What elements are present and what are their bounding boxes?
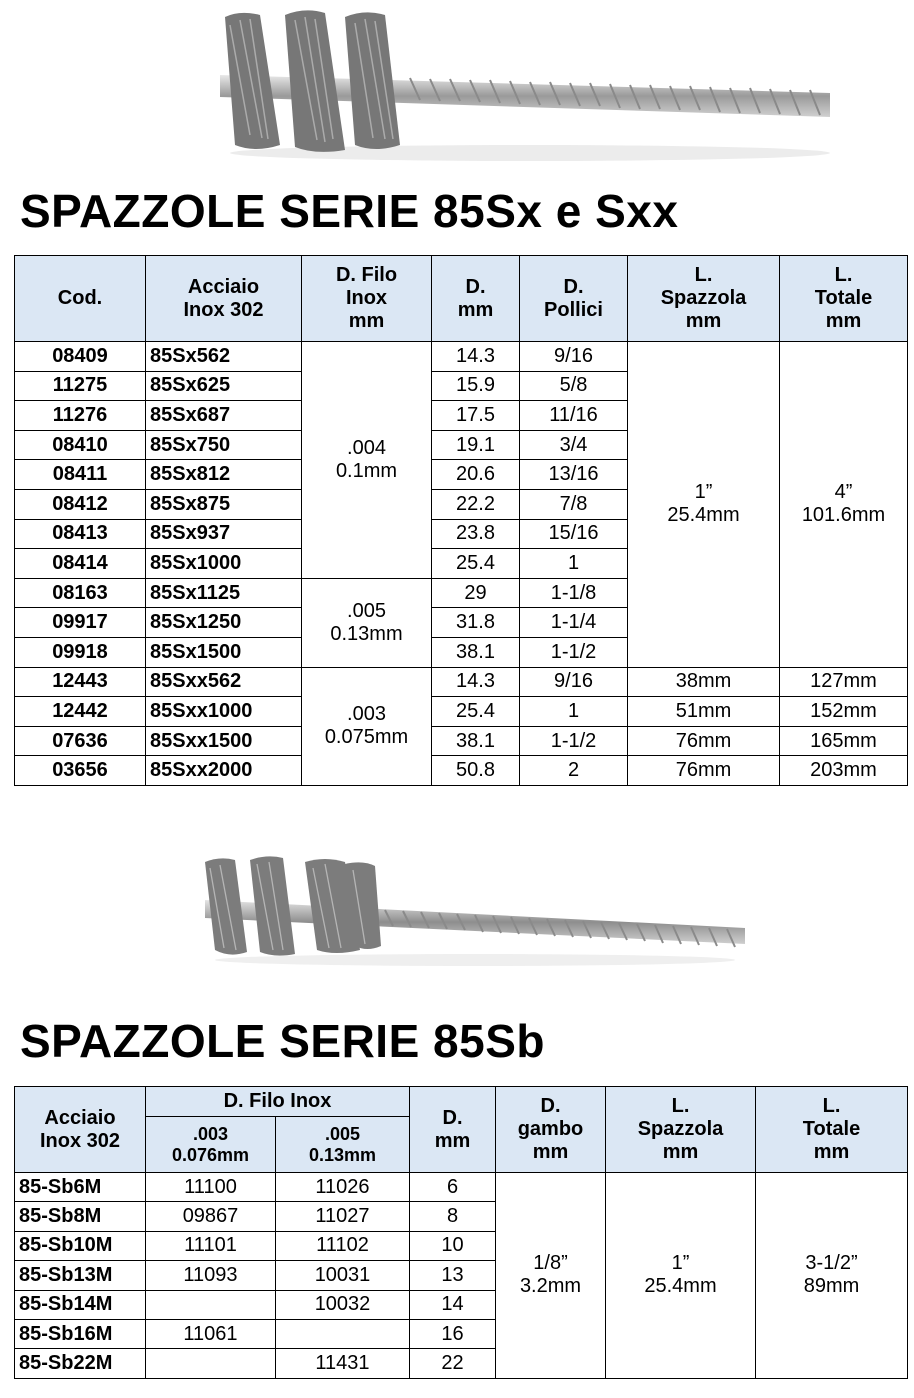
table-row: 08412 85Sx875 22.2 7/8 (15, 489, 908, 519)
table-row: 85-Sb16M 11061 16 (15, 1319, 908, 1348)
table-row: 12443 85Sxx562 .003 0.075mm 14.3 9/16 38mm 127mm (15, 667, 908, 697)
header-filo-005: .005 0.13mm (276, 1117, 410, 1173)
section1-title: SPAZZOLE SERIE 85Sx e Sxx (20, 185, 679, 237)
header-spazzola: L. Spazzola mm (606, 1087, 756, 1173)
filo-group-004: .004 0.1mm (302, 342, 432, 579)
table-row: 07636 85Sxx1500 38.1 1-1/2 76mm 165mm (15, 726, 908, 756)
header-acciaio: Acciaio Inox 302 (146, 256, 302, 342)
table-row: 09918 85Sx1500 38.1 1-1/2 (15, 637, 908, 667)
table-row: 08411 85Sx812 20.6 13/16 (15, 460, 908, 490)
brush-photo-85sb (185, 850, 755, 970)
header-totale: L. Totale mm (756, 1087, 908, 1173)
totale-group: 4” 101.6mm (780, 342, 908, 668)
header-pollici: D. Pollici (520, 256, 628, 342)
table-row: 08409 85Sx562 .004 0.1mm 14.3 9/16 1” 25.4mm 4” 101.6mm (15, 342, 908, 372)
filo-group-003: .003 0.075mm (302, 667, 432, 785)
spazzola-group: 1” 25.4mm (606, 1173, 756, 1379)
filo-group-005: .005 0.13mm (302, 578, 432, 667)
table-row: 08163 85Sx1125 .005 0.13mm 29 1-1/8 (15, 578, 908, 608)
table-row: 85-Sb14M 10032 14 (15, 1290, 908, 1319)
totale-group: 3-1/2” 89mm (756, 1173, 908, 1379)
table-row: 85-Sb6M 11100 11026 6 1/8” 3.2mm 1” 25.4mm 3-1/2” 89mm (15, 1173, 908, 1202)
header-spazzola: L. Spazzola mm (628, 256, 780, 342)
brush-photo-85sx (200, 5, 850, 165)
header-totale: L. Totale mm (780, 256, 908, 342)
table-row: 11276 85Sx687 17.5 11/16 (15, 401, 908, 431)
table-row: 12442 85Sxx1000 25.4 1 51mm 152mm (15, 697, 908, 727)
table-row: 11275 85Sx625 15.9 5/8 (15, 371, 908, 401)
table-row: 08414 85Sx1000 25.4 1 (15, 549, 908, 579)
gambo-group: 1/8” 3.2mm (496, 1173, 606, 1379)
table-row: 09917 85Sx1250 31.8 1-1/4 (15, 608, 908, 638)
header-cod: Cod. (15, 256, 146, 342)
table-row: 08410 85Sx750 19.1 3/4 (15, 430, 908, 460)
table-row: 08413 85Sx937 23.8 15/16 (15, 519, 908, 549)
table-row: 85-Sb13M 11093 10031 13 (15, 1261, 908, 1290)
table-row: 03656 85Sxx2000 50.8 2 76mm 203mm (15, 756, 908, 786)
table-row: 85-Sb8M 09867 11027 8 (15, 1202, 908, 1231)
table-row: 85-Sb22M 11431 22 (15, 1349, 908, 1378)
header-gambo: D. gambo mm (496, 1087, 606, 1173)
table-row: 85-Sb10M 11101 11102 10 (15, 1231, 908, 1260)
table-85sb (14, 1086, 908, 1379)
header-filo: D. Filo Inox (146, 1087, 410, 1117)
header-filo-003: .003 0.076mm (146, 1117, 276, 1173)
table-85sx (14, 255, 908, 786)
spazzola-group: 1” 25.4mm (628, 342, 780, 668)
section2-title: SPAZZOLE SERIE 85Sb (20, 1015, 545, 1067)
header-acciaio: Acciaio Inox 302 (15, 1087, 146, 1173)
header-diam-mm: D. mm (432, 256, 520, 342)
header-diam-mm: D. mm (410, 1087, 496, 1173)
header-filo: D. Filo Inox mm (302, 256, 432, 342)
